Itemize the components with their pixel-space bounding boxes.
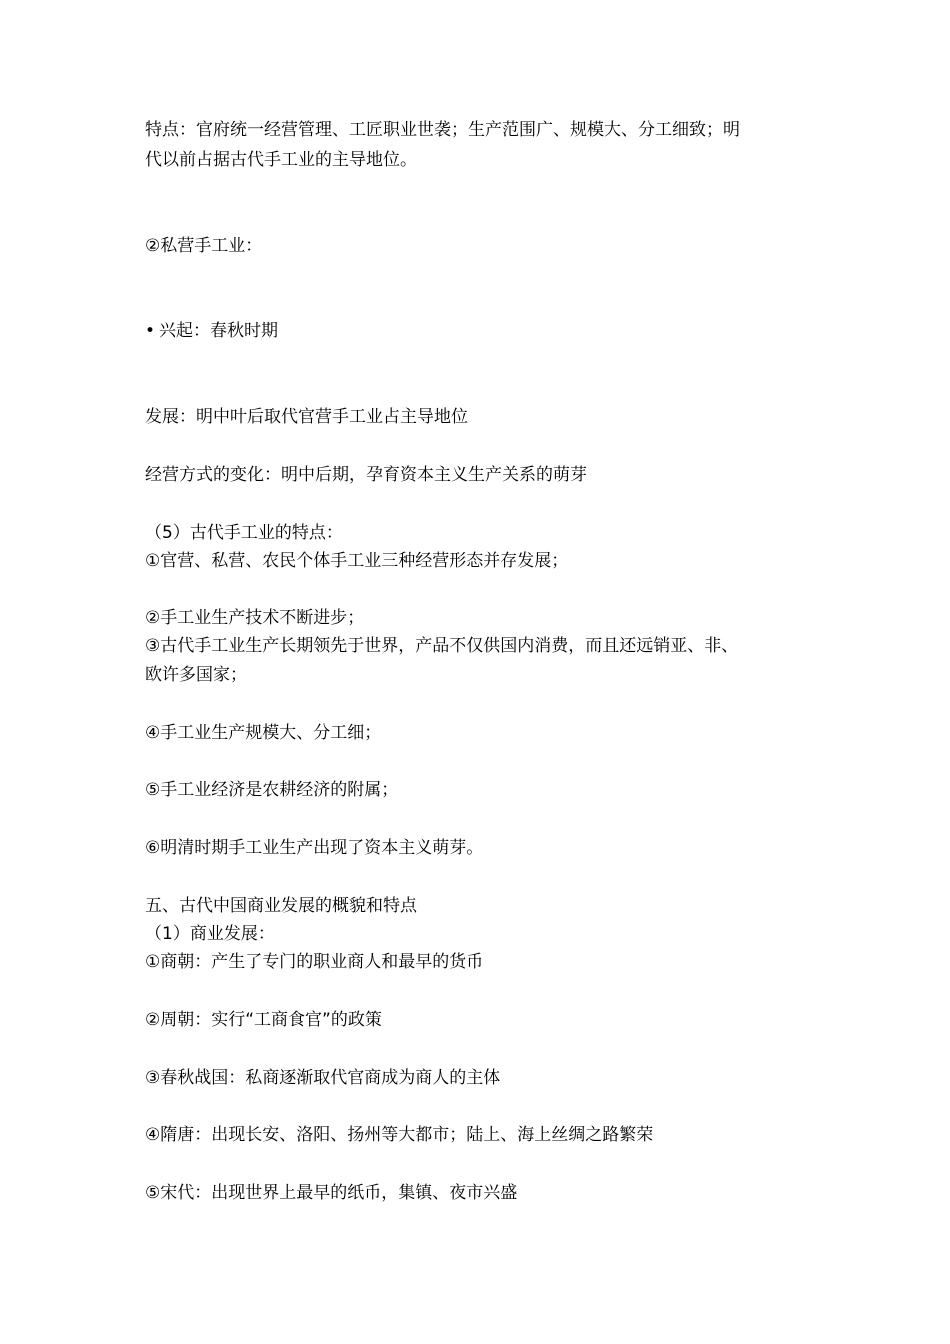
list-item: ①官营、私营、农民个体手工业三种经营形态并存发展；: [145, 551, 569, 571]
list-item: ③古代手工业生产长期领先于世界，产品不仅供国内消费，而且还远销亚、非、: [145, 636, 739, 656]
text-line: 代以前占据古代手工业的主导地位。: [145, 150, 417, 170]
list-item: ③春秋战国：私商逐渐取代官商成为商人的主体: [145, 1068, 501, 1088]
list-item: ⑤宋代：出现世界上最早的纸币，集镇、夜市兴盛: [145, 1183, 518, 1203]
list-item: ⑥明清时期手工业生产出现了资本主义萌芽。: [145, 838, 484, 858]
bullet-item: [145, 317, 825, 345]
bullet-text: 兴起：春秋时期: [159, 321, 278, 341]
text-line: 经营方式的变化：明中后期，孕育资本主义生产关系的萌芽: [145, 465, 587, 485]
list-item: ④手工业生产规模大、分工细；: [145, 723, 382, 743]
subsection-heading: （1）商业发展：: [145, 924, 275, 944]
text-line: 发展：明中叶后取代官营手工业占主导地位: [145, 407, 468, 427]
section-heading: （5）古代手工业的特点：: [145, 523, 343, 543]
list-item: ②手工业生产技术不断进步；: [145, 608, 365, 628]
bullet-icon: •: [145, 321, 156, 341]
section-heading: ②私营手工业：: [145, 236, 263, 256]
list-item: ④隋唐：出现长安、洛阳、扬州等大都市；陆上、海上丝绸之路繁荣: [145, 1125, 654, 1145]
list-item: ②周朝：实行“工商食官”的政策: [145, 1010, 382, 1030]
list-item: ⑤手工业经济是农耕经济的附属；: [145, 780, 399, 800]
list-item: 欧许多国家；: [145, 665, 247, 685]
list-item: ①商朝：产生了专门的职业商人和最早的货币: [145, 952, 484, 972]
section-heading: 五、古代中国商业发展的概貌和特点: [145, 896, 417, 916]
text-line: 特点：官府统一经营管理、工匠职业世袭；生产范围广、规模大、分工细致；明: [145, 120, 740, 140]
